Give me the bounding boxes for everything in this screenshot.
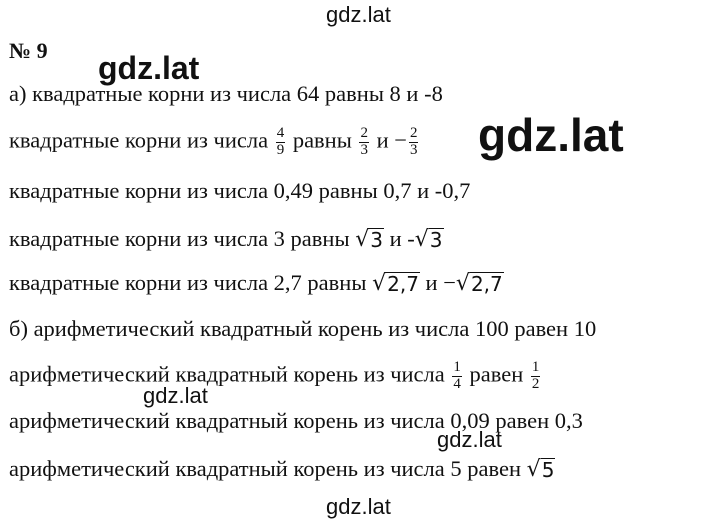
fraction-one-quarter: $\frac{1}{4}$ (453, 359, 461, 392)
line-text: квадратные корни из числа (9, 127, 269, 153)
watermark-bottom: gdz.lat (326, 494, 391, 519)
fraction-one-half: $\frac{1}{2}$ (531, 359, 540, 392)
square-root-3-negative: √ 3 (414, 227, 443, 252)
watermark-middle-left: gdz.lat (143, 383, 208, 408)
answer-a-line-5 (9, 270, 504, 295)
square-root-5: √ 5 (526, 457, 555, 482)
exercise-number: № 9 (9, 38, 48, 63)
fraction-four-ninths: $\frac{4}{9}$ (276, 125, 285, 158)
line-text: и − (376, 127, 407, 153)
line-text: и − (425, 270, 456, 295)
line-text: арифметический квадратный корень из числа (9, 361, 445, 387)
line-text: равен (469, 361, 524, 387)
answer-b-line-4 (9, 456, 555, 481)
fraction-two-thirds: $\frac{2}{3}$ (360, 125, 368, 158)
answer-a-line-2 (9, 126, 420, 159)
watermark-middle-right: gdz.lat (437, 427, 502, 452)
square-root-2-7-negative: √ 2,7 (455, 271, 503, 296)
line-text: и - (389, 226, 415, 251)
watermark-bold-left: gdz.lat (98, 50, 200, 86)
watermark-top: gdz.lat (326, 2, 391, 27)
answer-b-line-1: б) арифметический квадратный корень из числа 100 равен 10 (9, 316, 597, 341)
answer-a-line-1: а) квадратные корни из числа 64 равны 8 и -8 (9, 81, 443, 106)
fraction-two-thirds-negative: $\frac{2}{3}$ (409, 125, 418, 158)
line-text: квадратные корни из числа 2,7 равны (9, 270, 367, 295)
answer-b-line-3: арифметический квадратный корень из числа 0,09 равен 0,3 (9, 408, 583, 433)
answer-b-line-2 (9, 360, 542, 393)
answer-a-line-4 (9, 226, 444, 251)
line-text: равны (292, 127, 352, 153)
answer-a-line-3: квадратные корни из числа 0,49 равны 0,7 и -0,7 (9, 178, 471, 203)
watermark-bold-right: gdz.lat (478, 109, 624, 161)
square-root-3: √ 3 (355, 227, 383, 252)
line-text: квадратные корни из числа 3 равны (9, 226, 350, 251)
square-root-2-7: √ 2,7 (372, 271, 419, 296)
line-text: арифметический квадратный корень из числа 5 равен (9, 456, 522, 481)
